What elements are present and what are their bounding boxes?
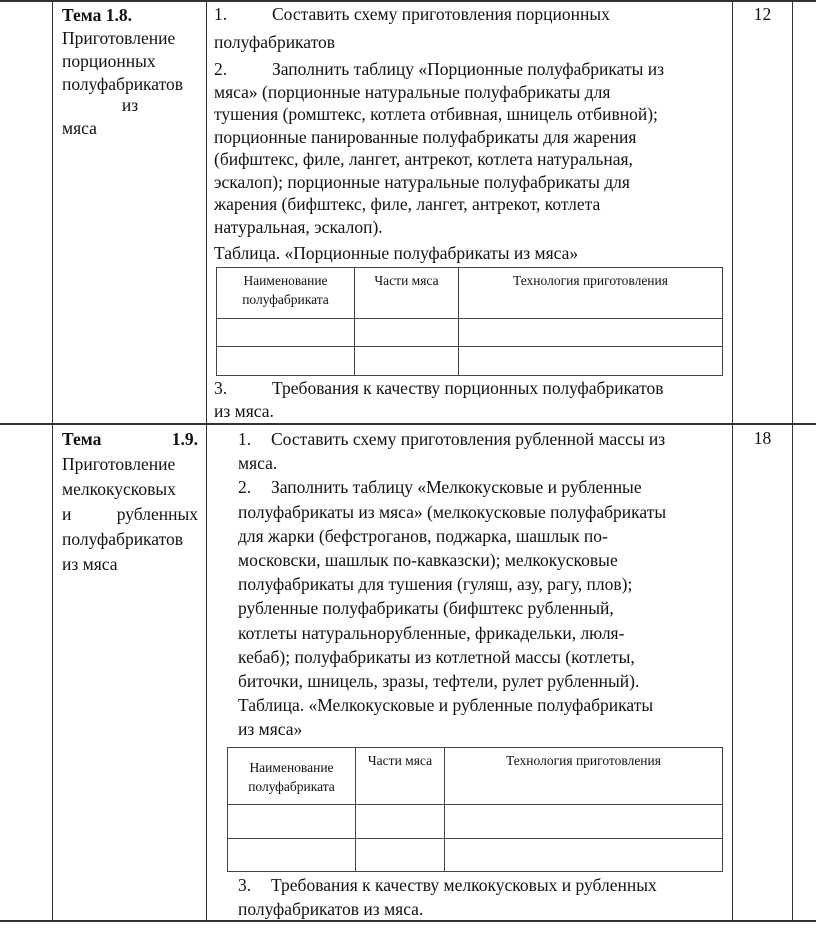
portion-semifinished-table [216, 267, 723, 376]
topic-title: Тема 1.8. [62, 5, 132, 25]
topic-line: Приготовление [62, 454, 176, 474]
topic-line: полуфабрикатов [62, 529, 184, 549]
task-2: 2. Заполнить таблицу «Порционные полуфабрикаты из [214, 59, 665, 79]
header-cell: Части мяса [356, 748, 445, 805]
table-cell[interactable] [355, 347, 459, 376]
column-border-3 [732, 0, 733, 921]
task-2-line: биточки, шницель, зразы, тефтели, рулет рубленный). [238, 671, 640, 692]
task-2-line: для жарки (бефстроганов, поджарка, шашлык по- [238, 525, 608, 546]
topic-line: и рубленных [62, 504, 198, 524]
task-2-line: порционные панированные полуфабрикаты для жарения [214, 126, 637, 147]
task-1: 1. Составить схему приготовления порционных [214, 4, 610, 24]
topic-line: полуфабрикатов [62, 74, 184, 94]
table-cell[interactable] [356, 805, 445, 839]
table-row [228, 805, 723, 839]
small-cut-minced-table [227, 747, 723, 872]
task-2-line: мяса» (порционные натуральные полуфабрикаты для [214, 81, 611, 102]
task-1-cont: мяса. [238, 453, 278, 474]
table-caption-cont: из мяса» [238, 719, 303, 740]
task-3-cont: из мяса. [214, 400, 274, 421]
task-2-line: полуфабрикаты для тушения (гуляш, азу, рагу, плов); [238, 574, 633, 595]
task-3-cell-1-8 [214, 377, 726, 422]
header-cell: Части мяса [355, 268, 459, 319]
header-cell: Технология приготовления [445, 748, 723, 805]
column-border-1 [52, 0, 53, 921]
table-caption: Таблица. «Порционные полуфабрикаты из мяса» [214, 243, 579, 263]
task-1-cont: полуфабрикатов [214, 31, 336, 52]
task-2-line: кебаб); полуфабрикаты из котлетной массы (котлеты, [238, 646, 635, 667]
topic-line: из мяса [62, 554, 118, 574]
table-cell[interactable] [228, 805, 356, 839]
table-cell[interactable] [459, 319, 723, 347]
task-2-line: тушения (ромштекс, котлета отбивная, шницель отбивной); [214, 104, 658, 124]
table-cell[interactable] [445, 805, 723, 839]
hours-cell-1-8: 12 [753, 4, 772, 24]
table-cell[interactable] [459, 347, 723, 376]
table-caption: Таблица. «Мелкокусковые и рубленные полуфабрикаты [238, 695, 654, 716]
header-cell: Наименование полуфабриката [228, 748, 356, 805]
task-2-line: (бифштекс, филе, лангет, антрекот, котлета натуральная, [214, 149, 633, 169]
task-3-cell-1-9 [238, 873, 728, 921]
row-divider [0, 423, 816, 425]
column-border-2 [206, 0, 207, 921]
topic-line: Приготовление [62, 28, 176, 48]
task-2-line: натуральная, эскалоп). [214, 216, 383, 237]
table-header-row [228, 748, 723, 805]
table-row [228, 839, 723, 872]
task-3-cont: полуфабрикатов из мяса. [238, 899, 424, 919]
hours-cell-1-9: 18 [753, 428, 772, 448]
topic-line: порционных [62, 51, 156, 71]
column-border-4 [792, 0, 793, 921]
topic-line: мелкокусковых [62, 479, 176, 499]
table-row [217, 347, 723, 376]
task-3: 3. Требования к качеству мелкокусковых и рубленных [238, 875, 657, 895]
task-2: 2. Заполнить таблицу «Мелкокусковые и рубленные [238, 477, 642, 498]
topic-cell-1-8 [62, 4, 198, 140]
table-cell[interactable] [356, 839, 445, 872]
task-2-line: эскалоп); порционные натуральные полуфабрикаты для [214, 171, 630, 192]
topic-cell-1-9 [62, 428, 198, 576]
task-2-line: рубленные полуфабрикаты (бифштекс рубленный, [238, 598, 614, 619]
tasks-cell-1-8 [214, 3, 726, 265]
task-2-line: жарения (бифштекс, филе, лангет, антрекот, котлета [214, 194, 601, 214]
table-row [217, 319, 723, 347]
task-2-line: котлеты натуральнорубленные, фрикадельки, люля- [238, 622, 625, 643]
header-cell: Технология приготовления [459, 268, 723, 319]
table-cell[interactable] [355, 319, 459, 347]
table-cell[interactable] [445, 839, 723, 872]
topic-line: из [121, 95, 139, 115]
table-cell[interactable] [228, 839, 356, 872]
topic-line: мяса [62, 118, 97, 138]
topic-title: Тема 1.9. [62, 429, 198, 449]
task-1: 1. Составить схему приготовления рубленной массы из [238, 429, 666, 449]
task-3: 3. Требования к качеству порционных полуфабрикатов [214, 378, 664, 398]
header-cell: Наименование полуфабриката [217, 268, 355, 319]
table-top-border [0, 0, 816, 2]
task-2-line: полуфабрикаты из мяса» (мелкокусковые полуфабрикаты [238, 501, 667, 522]
table-header-row [217, 268, 723, 319]
table-cell[interactable] [217, 347, 355, 376]
tasks-cell-1-9 [238, 427, 728, 742]
table-cell[interactable] [217, 319, 355, 347]
task-2-line: московски, шашлык по-кавказски); мелкокусковые [238, 550, 618, 571]
